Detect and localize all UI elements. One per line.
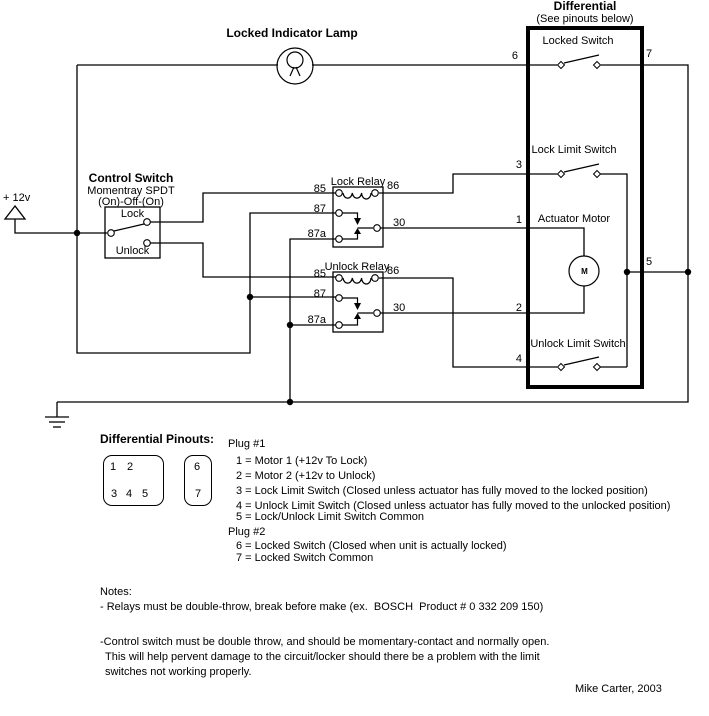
power-source-symbol [5, 206, 25, 219]
plug1-pin-desc-5: 5 = Lock/Unlock Limit Switch Common [236, 511, 424, 523]
lock-relay-title: Lock Relay [330, 176, 386, 188]
coil-icon [343, 278, 371, 284]
note-control-switch-2: This will help pervent damage to the circuit/locker should there be a problem with the limit [105, 651, 540, 663]
control-switch-lock-label: Lock [120, 208, 145, 220]
power-label: + 12v [3, 192, 31, 204]
terminal-5-label: 5 [646, 256, 653, 268]
note-relays: - Relays must be double-throw, break before make (ex. BOSCH Product # 0 332 209 150) [100, 601, 544, 613]
unlock-relay-symbol [333, 272, 383, 332]
control-switch-unlock-label: Unlock [115, 245, 150, 257]
note-control-switch-1: -Control switch must be double throw, and should be momentary-contact and normally open. [100, 636, 550, 648]
lock-relay-87a: 87a [307, 228, 326, 240]
unlock-relay-title: Unlock Relay [324, 261, 390, 273]
plug1-pin-desc-1: 1 = Motor 1 (+12v To Lock) [236, 455, 368, 467]
plug2-pin-desc-6: 6 = Locked Switch (Closed when unit is actually locked) [236, 540, 507, 552]
plug1-pin-desc-4: 4 = Unlock Limit Switch (Closed unless actuator has fully moved to the unlocked position) [236, 500, 671, 512]
terminal-3-label: 3 [515, 159, 522, 171]
locked-switch-symbol [558, 55, 601, 69]
unlock-relay-87a: 87a [307, 314, 326, 326]
control-switch-subtitle2: (On)-Off-(On) [98, 196, 164, 208]
plug1-title: Plug #1 [228, 438, 266, 450]
credit: Mike Carter, 2003 [575, 683, 662, 695]
plug1-pin-desc-2: 2 = Motor 2 (+12v to Unlock) [236, 470, 376, 482]
notes-title: Notes: [100, 586, 132, 598]
differential-subtitle: (See pinouts below) [536, 13, 634, 25]
lock-limit-switch-label: Lock Limit Switch [531, 144, 617, 156]
lamp-label: Locked Indicator Lamp [226, 26, 358, 40]
actuator-motor-label: Actuator Motor [537, 213, 611, 225]
plug1-pin1: 1 [110, 461, 117, 473]
arrow-up-icon [354, 228, 361, 234]
plug1-pin5: 5 [142, 488, 149, 500]
unlock-limit-switch-label: Unlock Limit Switch [530, 338, 626, 350]
lock-relay-87: 87 [313, 203, 326, 215]
unlock-relay-86: 86 [387, 265, 400, 277]
coil-icon [343, 193, 371, 199]
lamp-icon [277, 48, 313, 84]
terminal-1-label: 1 [515, 214, 522, 226]
terminal-7-label: 7 [646, 48, 653, 60]
differential-title: Differential [553, 0, 617, 13]
control-switch-title: Control Switch [88, 171, 174, 185]
motor-letter: M [581, 267, 588, 276]
plug1-pin2: 2 [127, 461, 134, 473]
pinouts-title: Differential Pinouts: [100, 432, 215, 446]
plug1-pin-desc-3: 3 = Lock Limit Switch (Closed unless actuator has fully moved to the locked position) [236, 485, 648, 497]
lock-relay-86: 86 [387, 180, 400, 192]
plug1-pin3: 3 [111, 488, 118, 500]
note-control-switch-3: switches not working properly. [105, 666, 252, 678]
plug2-pin-desc-7: 7 = Locked Switch Common [236, 552, 374, 564]
lock-relay-30: 30 [393, 217, 406, 229]
unlock-relay-30: 30 [393, 302, 406, 314]
ground-symbol [45, 402, 69, 427]
unlock-relay-85: 85 [313, 268, 326, 280]
plug2-pin7: 7 [195, 488, 202, 500]
lock-relay-symbol [333, 187, 383, 247]
plug2-title: Plug #2 [228, 526, 266, 538]
differential-box [528, 28, 642, 387]
arrow-down-icon [354, 218, 361, 225]
unlock-relay-87: 87 [313, 288, 326, 300]
lock-relay-85: 85 [313, 183, 326, 195]
terminal-6-label: 6 [511, 50, 518, 62]
arrow-down-icon [354, 303, 361, 310]
control-switch-subtitle1: Momentray SPDT [87, 185, 175, 197]
wires [15, 65, 688, 402]
plug1-pin4: 4 [126, 488, 133, 500]
arrow-up-icon [354, 313, 361, 319]
lock-limit-switch-symbol [558, 164, 601, 178]
plug2-pin6: 6 [194, 461, 201, 473]
locked-switch-label: Locked Switch [542, 35, 614, 47]
terminal-4-label: 4 [515, 353, 522, 365]
unlock-limit-switch-symbol [558, 357, 601, 371]
terminal-2-label: 2 [515, 302, 522, 314]
